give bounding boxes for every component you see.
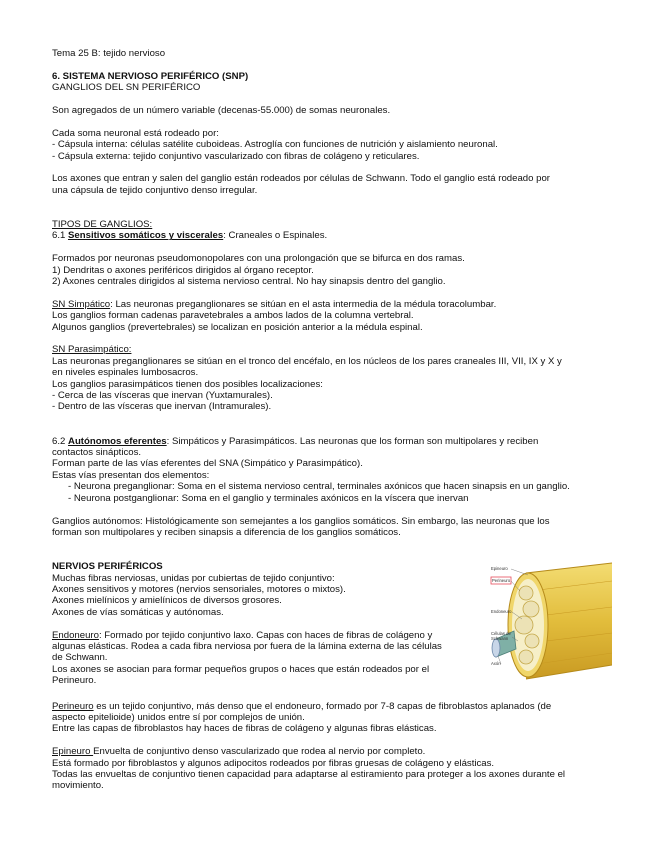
paragraph: forman son multipolares y reciben sinapsis a diferencia de los ganglios somáticos. [52, 526, 401, 538]
fascicle [523, 601, 539, 617]
label-schwann-1: Células de [491, 631, 511, 637]
peri-label: Perineuro [52, 700, 94, 712]
fascicle [519, 650, 533, 664]
paragraph: Axones sensitivos y motores (nervios sensoriales, motores o mixtos). [52, 583, 346, 595]
s62-bold: Autónomos eferentes [68, 435, 167, 447]
label-schwann-2: Schwann [491, 636, 509, 642]
section-6-1 [52, 230, 612, 241]
label-endoneuro: Endoneuro [491, 609, 512, 615]
fascicle [525, 634, 539, 648]
paragraph: - Cápsula externa: tejido conjuntivo vascularizado con fibras de colágeno y reticulares. [52, 150, 420, 162]
paragraph: algunas elásticas. Rodea a cada fibra nerviosa por fuera de la lámina externa de las células [52, 640, 442, 652]
paragraph: en niveles espinales lumbosacros. [52, 367, 199, 379]
paragraph: Los ganglios forman cadenas paravetebrales a ambos lados de la columna vertebral. [52, 310, 414, 322]
paragraph: Axones de vías somáticas y autónomas. [52, 606, 224, 618]
paragraph: aspecto epitelioide) unidos entre sí por complejos de unión. [52, 711, 305, 723]
s62-num: 6.2 [52, 435, 69, 447]
paragraph: una cápsula de tejido conjuntivo denso irregular. [52, 184, 258, 196]
paragraph: Algunos ganglios (prevertebrales) se localizan en posición anterior a la médula espinal. [52, 321, 423, 333]
nervios-title: NERVIOS PERIFÉRICOS [52, 561, 163, 573]
s62-rest: : Simpáticos y Parasimpáticos. Las neuronas que los forman son multipolares y reciben [166, 435, 539, 447]
paragraph: - Cerca de las vísceras que inervan (Yuxtamurales). [52, 390, 273, 402]
label-epineuro: Epineuro [491, 566, 508, 572]
nerve-figure [490, 561, 612, 689]
paragraph: Está formado por fibroblastos y algunos adipocitos rodeados por fibras gruesas de colágeno y elásticas. [52, 757, 495, 769]
peri-rest: es un tejido conjuntivo, más denso que el endoneuro, formado por 7-8 capas de fibroblastos aplanados (de [93, 700, 552, 712]
paragraph: Las neuronas preganglionares se sitúan en el tronco del encéfalo, en los núcleos de los pares craneales III, VII, IX y X y [52, 355, 562, 367]
paragraph: Los axones se asocian para formar pequeños grupos o haces que están rodeados por el [52, 663, 430, 675]
paragraph: Los ganglios parasimpáticos tienen dos posibles localizaciones: [52, 378, 323, 390]
s61-rest: : Craneales o Espinales. [223, 230, 328, 242]
paragraph: Entre las capas de fibroblastos hay haces de fibras de colágeno y algunas fibras elásticas. [52, 723, 437, 735]
nerve-cross-section-illustration [490, 561, 612, 689]
paragraph: Muchas fibras nerviosas, unidas por cubiertas de tejido conjuntivo: [52, 572, 335, 584]
paragraph: Son agregados de un número variable (decenas-55.000) de somas neuronales. [52, 105, 391, 116]
fascicle [519, 586, 533, 600]
ganglios-title: GANGLIOS DEL SN PERIFÉRICO [52, 82, 201, 94]
epineuro [52, 746, 612, 757]
paragraph: - Neurona preganglionar: Soma en el sistema nervioso central, terminales axónicos que hacen sinapsis en un ganglio. [68, 481, 570, 493]
paragraph: movimiento. [52, 780, 104, 792]
epi-rest: Envuelta de conjuntivo denso vascularizado que rodea al nervio por completo. [93, 746, 426, 758]
label-axon: Axón [491, 661, 501, 667]
perineuro [52, 701, 612, 712]
paragraph: - Cápsula interna: células satélite cuboideas. Astroglía con funciones de nutrición y aislamiento neuronal. [52, 139, 498, 151]
paragraph: Formados por neuronas pseudomonopolares con una prolongación que se bifurca en dos ramas. [52, 253, 465, 265]
paragraph: Perineuro. [52, 675, 97, 687]
epi-label: Epineuro [52, 746, 94, 758]
section-6-2 [52, 436, 612, 447]
paragraph: Forman parte de las vías eferentes del SNA (Simpático y Parasimpático). [52, 458, 363, 470]
tipos-title: TIPOS DE GANGLIOS: [52, 219, 153, 231]
document-page [52, 48, 612, 792]
section-6-title: 6. SISTEMA NERVIOSO PERIFÉRICO (SNP) [52, 70, 249, 82]
s61-num: 6.1 [52, 230, 69, 242]
paragraph: Todas las envueltas de conjuntivo tienen capacidad para adaptarse al estiramiento para proteger a los axones durante el [52, 768, 566, 780]
paragraph: Estas vías presentan dos elementos: [52, 469, 210, 481]
label-perineuro: Perineuro [492, 578, 511, 584]
paragraph: 1) Dendritas o axones periféricos dirigidos al órgano receptor. [52, 264, 314, 276]
paragraph: Axones mielínicos y amielínicos de diversos grosores. [52, 595, 282, 607]
paragraph: Cada soma neuronal está rodeado por: [52, 127, 219, 139]
fascicle [515, 616, 533, 634]
axon-end [492, 639, 500, 657]
endo-label: Endoneuro [52, 629, 99, 641]
s61-bold: Sensitivos somáticos y viscerales [68, 230, 224, 242]
tema-title: Tema 25 B: tejido nervioso [52, 48, 166, 59]
paragraph: contactos sinápticos. [52, 447, 142, 459]
simp-rest: : Las neuronas preganglionares se sitúan en el asta intermedia de la médula toracolumbar. [110, 298, 497, 310]
simp-label: SN Simpático [52, 298, 111, 310]
paragraph: Los axones que entran y salen del ganglio están rodeados por células de Schwann. Todo el ganglio está rodeado por [52, 173, 550, 185]
simpatico [52, 299, 612, 310]
paragraph: - Neurona postganglionar: Soma en el ganglio y terminales axónicos en la víscera que inervan [68, 492, 469, 504]
parasimpatico-label: SN Parasimpático: [52, 344, 132, 356]
paragraph: 2) Axones centrales dirigidos al sistema nervioso central. No hay sinapsis dentro del ganglio. [52, 276, 446, 288]
paragraph: - Dentro de las vísceras que inervan (Intramurales). [52, 401, 272, 413]
paragraph: Ganglios autónomos: Histológicamente son semejantes a los ganglios somáticos. Sin embargo, las neuronas que los [52, 515, 550, 527]
paragraph: de Schwann. [52, 652, 108, 664]
endo-rest: : Formado por tejido conjuntivo laxo. Capas con haces de fibras de colágeno y [98, 629, 433, 641]
